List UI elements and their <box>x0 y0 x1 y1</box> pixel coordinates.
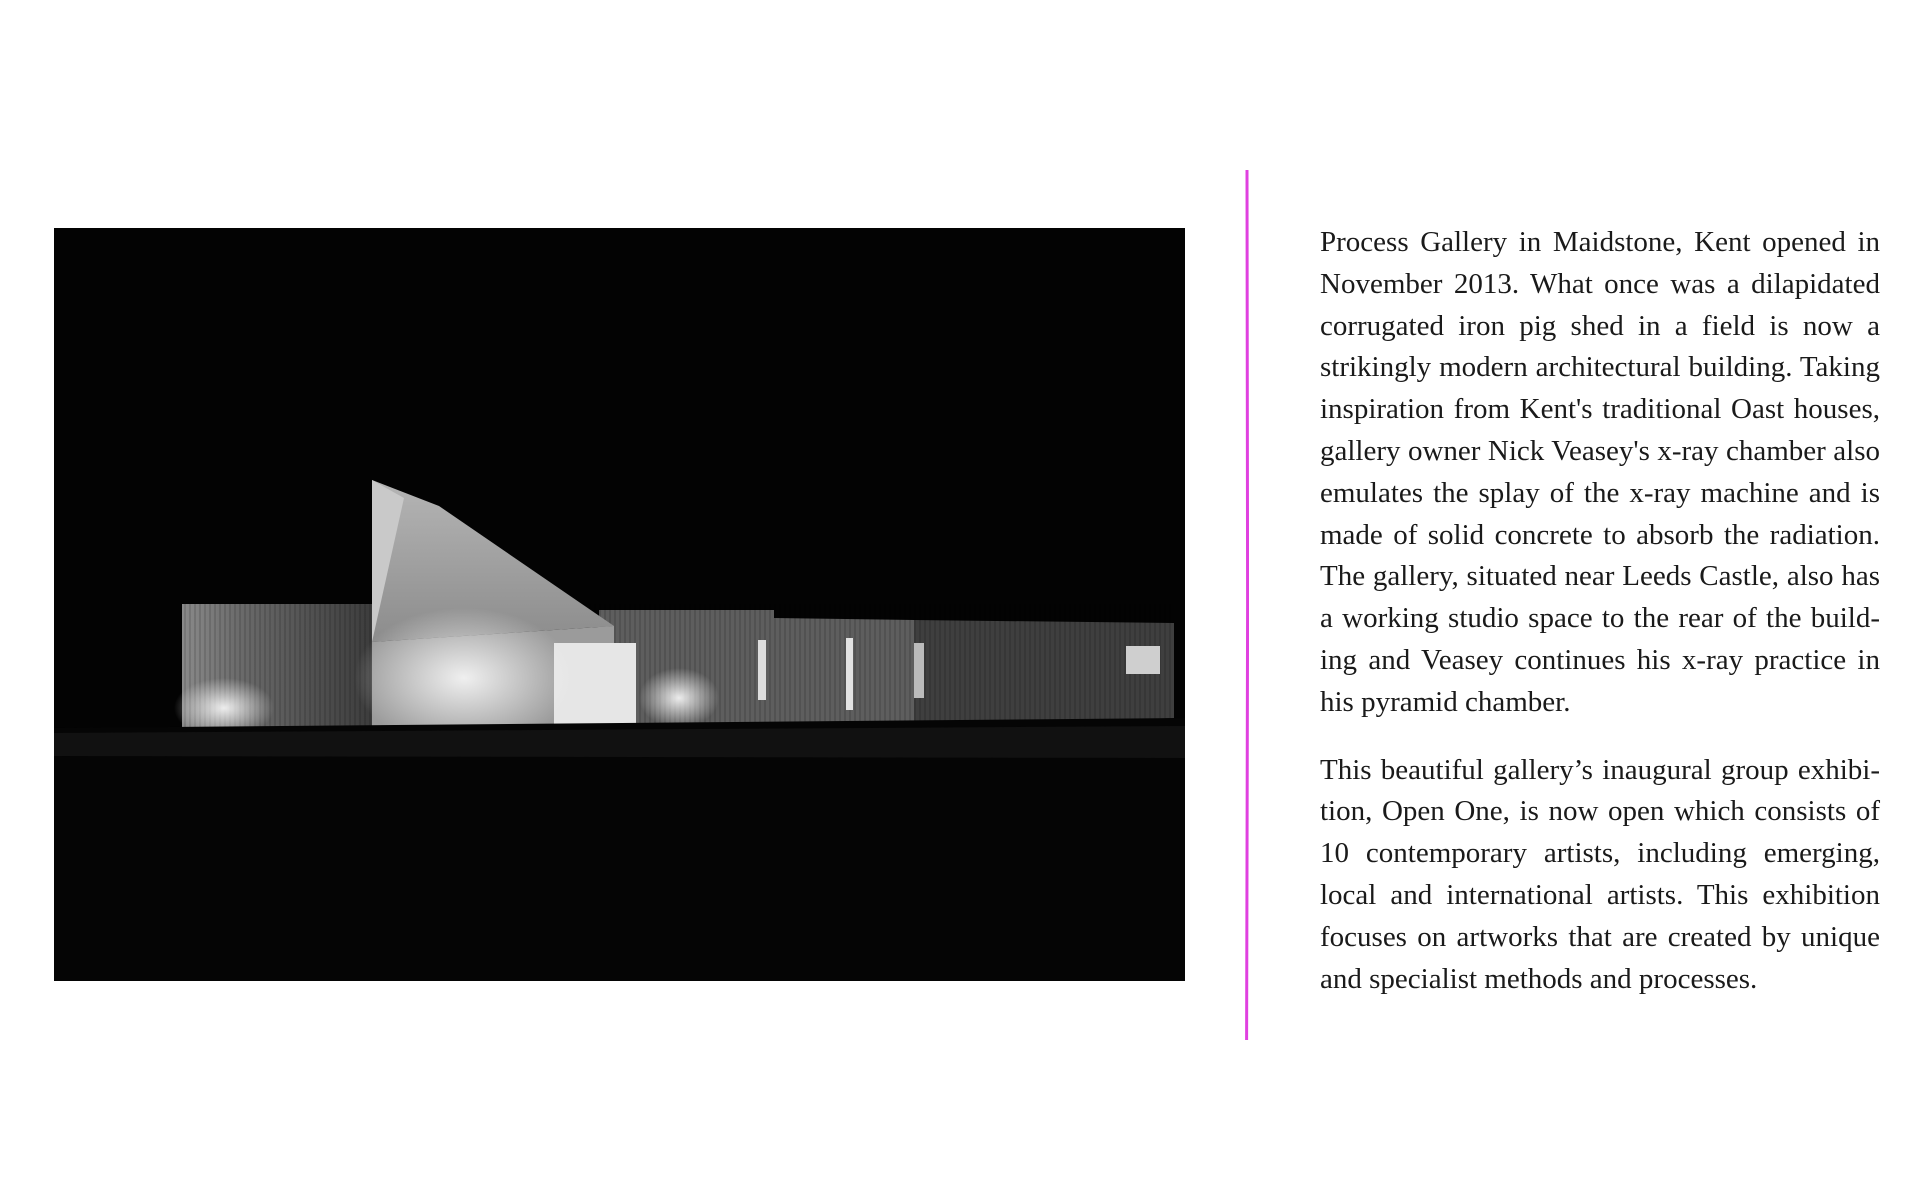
article-text-column <box>1320 222 1880 1026</box>
building-illustration <box>54 228 1185 981</box>
accent-divider-line <box>1245 170 1249 1040</box>
article-paragraph: This beautiful gallery’s inaugural group exhibition, Open One, is now open which consists of 10 contemporary artists, including emerging, local and international artists. This exhibition focuses on artworks that are created by unique and specialist methods and processes. <box>1320 753 1880 995</box>
gallery-night-photo <box>54 228 1185 981</box>
article-paragraph: Process Gallery in Maidstone, Kent opened in November 2013. What once was a dilapidated corrugated iron pig shed in a field is now a strikingly modern architectural building. Taking inspiration from Kent's traditional Oast houses, gallery owner Nick Veasey's x-ray chamber also emulates the splay of the x-ray machine and is made of solid concrete to absorb the radiation. The gallery, situated near Leeds Castle, also has a working studio space to the rear of the building and Veasey continues his x-ray practice in his pyramid chamber. <box>1320 226 1880 718</box>
